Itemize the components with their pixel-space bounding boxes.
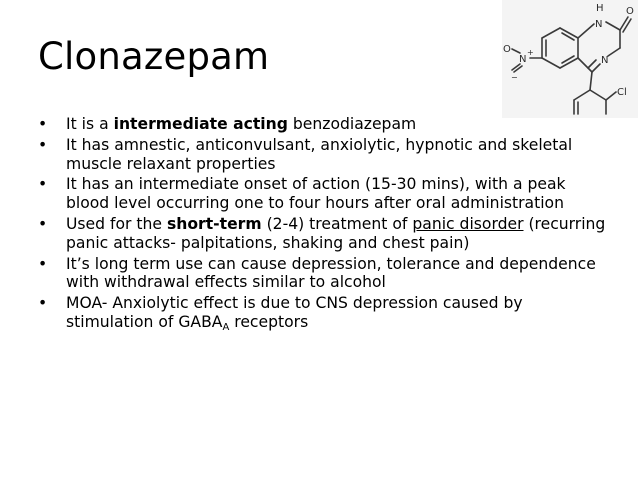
bullet-text: It has amnestic, anticonvulsant, anxiolytic, hypnotic and skeletal muscle relaxant properties [66,135,573,173]
bullet-bold-text: short-term [166,214,262,233]
bullet-text: It’s long term use can cause depression, tolerance and dependence with withdrawal effects similar to alcohol [66,254,596,292]
bullet-item [38,255,606,293]
bullet-item [38,115,606,134]
bullet-text: (2-4) treatment of [261,214,413,233]
bullet-text: Used for the [66,214,167,233]
clonazepam-structure-image [502,0,638,118]
bullet-list [38,115,606,334]
bullet-item [38,294,606,332]
atom-n-nitro-label: N [519,54,527,65]
atom-o-left-label: O [503,44,511,55]
bullet-text: (recurring panic attacks- palpitations, shaking and chest pain) [66,214,606,252]
atom-plus-label: + [527,48,534,57]
bullet-text: receptors [229,312,309,331]
bullet-dot: • [38,294,48,313]
bullet-item [38,136,606,174]
bullet-item [38,215,606,253]
atom-n-top-label: N [595,19,603,30]
bullet-text: MOA- Anxiolytic effect is due to CNS depression caused by stimulation of GABA [66,294,523,331]
bullet-dot: • [38,254,48,273]
bullet-dot: • [38,214,48,233]
bullet-dot: • [38,135,48,154]
bullet-item [38,175,606,213]
subscript-text: A [222,321,230,333]
slide-title: Clonazepam [38,35,270,78]
bullet-bold-text: intermediate acting [113,115,288,133]
bullet-dot: • [38,175,48,194]
atom-cl-label: Cl [617,87,627,98]
bullet-text: benzodiazepam [287,115,417,133]
atom-minus-label: − [511,73,518,82]
atom-o-top-label: O [626,6,634,17]
bullet-underlined-text: panic disorder [412,214,524,233]
bullet-dot: • [38,115,48,133]
atom-h-label: H [596,3,604,14]
bullet-text: It has an intermediate onset of action (15-30 mins), with a peak blood level occurring one to four hours after oral administration [66,175,566,213]
atom-n-ring-label: N [601,55,609,66]
bullet-text: It is a [66,115,114,133]
